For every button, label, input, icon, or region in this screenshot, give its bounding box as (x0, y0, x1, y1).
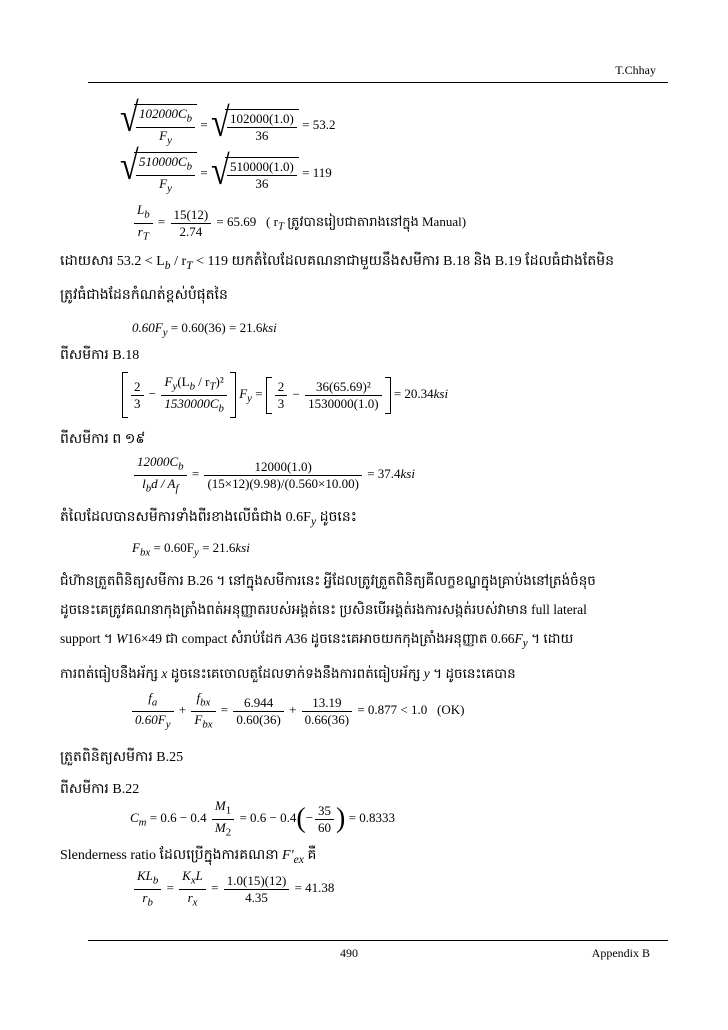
paragraph-5: Slenderness ratio ដែលប្រើក្នុងការគណនា $F'_{ex}$ គឺ (60, 848, 317, 866)
paragraph-4: ត្រួតពិនិត្យសមីការ B.25 ពីសមីការ B.22 (60, 750, 184, 797)
equation-9: $C_m = 0.6 - 0.4$ $\frac{M_1}{M_2}$ = 0.6 − 0.4(− $\frac{35}{60}$ ) = 0.8333 (130, 798, 395, 839)
equation-6: $\frac{12000C_b}{l_bd / A_f}$ = $\frac{12000(1.0)}{(15\times 12)(9.98)/(0.560\times 10.00)}$ = 37.4ksi (132, 454, 415, 496)
paragraph-2: តំលៃដែលបានសមីការទាំងពីរខាងលើធំជាង $0.6F_y$ ដូចនេះ (60, 510, 357, 528)
section-label-b19: ពីសមីការ ព ១៩ (60, 432, 146, 447)
equation-7: $F_{bx} = 0.60F_y = 21.6ksi$ (132, 540, 250, 559)
equation-1: √ $\frac{102000C_b}{F_y}$ = √ $\frac{102000(1.0)}{36}$ = 53.2 (120, 104, 335, 148)
footer-rule (88, 940, 668, 941)
equation-8: $\frac{f_a}{0.60F_y}$ + $\frac{f_{bx}}{F_{bx}}$ = $\frac{6.944}{0.60(36)}$ + $\frac{13.19}{0.66(36)}$ = 0.877 < 1.0 (OK) (130, 690, 464, 732)
equation-2: √ $\frac{510000C_b}{F_y}$ = √ $\frac{510000(1.0)}{36}$ = 119 (120, 152, 332, 196)
equation-5: $\frac{2}{3}$ − $\frac{F_y(L_b / r_T)^2}{1530000C_b}$ $F_y$ = $\frac{2}{3}$ − $\frac{\text{36(65.69)²}}{1530000(1.0)}$ = 20.34ksi (122, 372, 448, 418)
paragraph-1: ដោយសារ $53.2 < L_b / r_T < 119$ យកតំលៃដែលគណនាជាមួយនឹងសមីការ B.18 និង B.19 ដែលធំជាងតែមិន ត្រូវធំជាងដែនកំណត់ខ្ពស់បំផុតនៃ (60, 254, 615, 303)
header-rule (88, 82, 668, 83)
section-label-b18: ពីសមីការ B.18 (60, 348, 140, 363)
footer-section: Appendix B (591, 946, 650, 960)
equation-3: $\frac{L_b}{r_T}$ = $\frac{15(12)}{2.74}$ = 65.69 ( $r_T$ ត្រូវបានរៀបជាតារាងនៅក្នុង Manual) (132, 202, 466, 244)
equation-4: $0.60F_y = 0.60(36) = 21.6ksi$ (132, 320, 277, 339)
header-author: T.Chhay (615, 63, 656, 77)
paragraph-3: ជំហ៊ានត្រួតពិនិត្យសមីការ B.26 ។ នៅក្នុងសមីការនេះ អ្វីដែលត្រូវត្រួតពិនិត្យគឺលក្ខខណ្ឌក្នុងគ្រាប់ងនៅត្រង់ចំនុច ដូចនេះគេត្រូវគណនាកុងត្រាំងពត់អនុញ្ញាតរបស់អង្គត់នេះ ប្រសិនបើអង្គត់រងការសង្កត់របស់វាមាន full lateral support ។ W16×49 ជា compact សំរាប់ដែក A36 ដូចនេះគេអាចយកកុងត្រាំងអនុញ្ញាត $0.66F_y$ ។ ដោយ ការពត់ធៀបនឹងអ័ក្ស x ដូចនេះគេចោលតួដែលទាក់ទងនឹងការពត់ធៀបអ័ក្ស y ។ ដូចនេះគេបាន (60, 573, 596, 681)
equation-10: $\frac{KL_b}{r_b}$ = $\frac{K_xL}{r_x}$ = $\frac{1.0(15)(12)}{4.35}$ = 41.38 (132, 868, 334, 910)
page-number: 490 (340, 946, 358, 960)
